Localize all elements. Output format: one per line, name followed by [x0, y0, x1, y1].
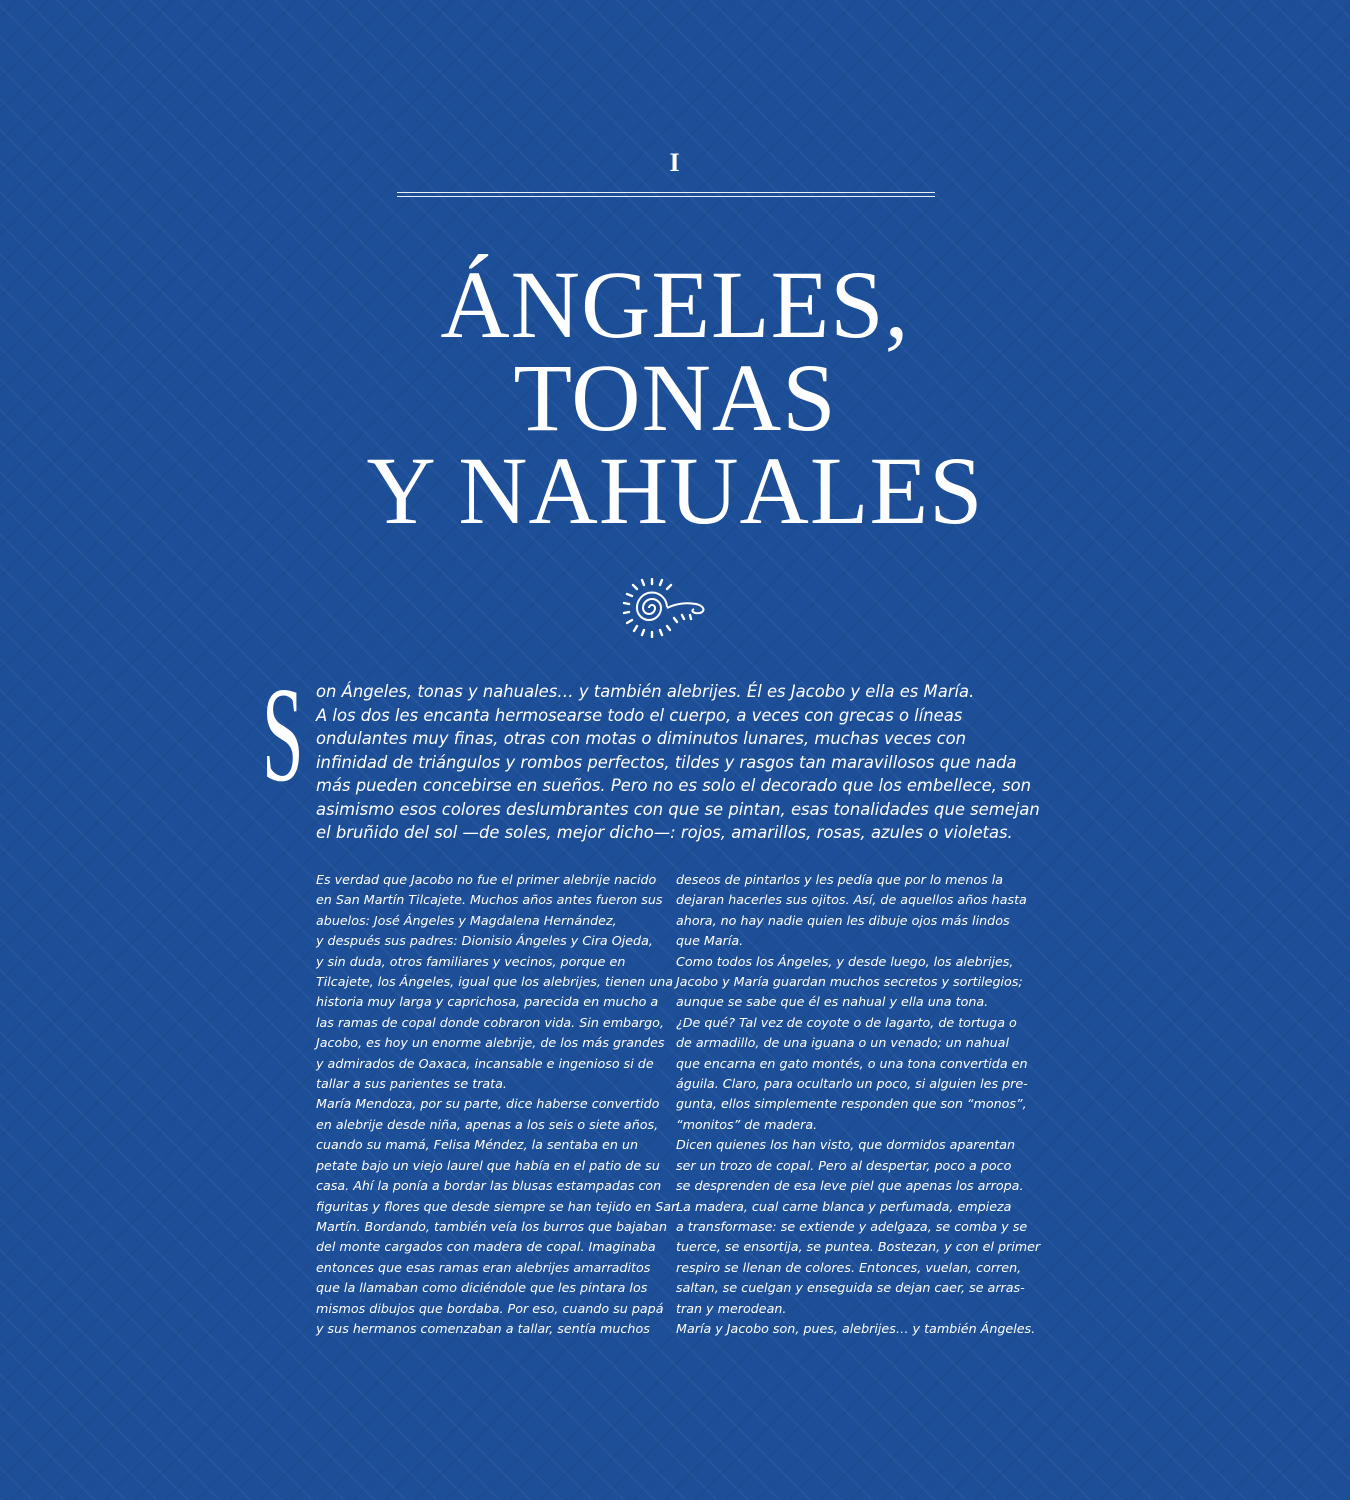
- body-line: a transformase: se extiende y adelgaza, se comba y se: [676, 1218, 1028, 1234]
- body-line: dejaran hacerles sus ojitos. Así, de aquellos años hasta: [676, 892, 1027, 908]
- lead-line: on Ángeles, tonas y nahuales… y también alebrijes. Él es Jacobo y ella es María.: [316, 682, 975, 701]
- body-line: en San Martín Tilcajete. Muchos años antes fueron sus: [316, 892, 663, 908]
- body-line: tran y merodean.: [676, 1300, 787, 1316]
- body-column-right: [676, 870, 1041, 1339]
- body-line: entonces que esas ramas eran alebrijes amarraditos: [316, 1259, 651, 1275]
- body-line: María y Jacobo son, pues, alebrijes… y también Ángeles.: [676, 1320, 1036, 1336]
- lead-text: [316, 680, 1040, 845]
- body-line: abuelos: José Ángeles y Magdalena Hernández,: [316, 912, 617, 928]
- body-line: María Mendoza, por su parte, dice haberse convertido: [316, 1096, 660, 1112]
- body-line: mismos dibujos que bordaba. Por eso, cuando su papá: [316, 1300, 664, 1316]
- body-line: ¿De qué? Tal vez de coyote o de lagarto, de tortuga o: [676, 1014, 1017, 1030]
- chapter-title: [0, 251, 1350, 544]
- title-line: TONAS: [513, 344, 837, 451]
- body-line: gunta, ellos simplemente responden que son “monos”,: [676, 1096, 1027, 1112]
- body-line: Es verdad que Jacobo no fue el primer alebrije nacido: [316, 872, 657, 887]
- body-line: ahora, no hay nadie quien les dibuje ojos más lindos: [676, 912, 1010, 928]
- body-line: casa. Ahí la ponía a bordar las blusas estampadas con: [316, 1178, 662, 1194]
- lead-line: asimismo esos colores deslumbrantes con que se pintan, esas tonalidades que semejan: [316, 799, 1040, 819]
- body-line: en alebrije desde niña, apenas a los seis o siete años,: [316, 1116, 659, 1132]
- body-line: historia muy larga y caprichosa, parecida en mucho a: [316, 994, 659, 1010]
- chapter-number: I: [669, 148, 681, 177]
- body-line: se desprenden de esa leve piel que apenas los arropa.: [676, 1178, 1024, 1194]
- body-line: Como todos los Ángeles, y desde luego, los alebrijes,: [676, 953, 1014, 969]
- lead-paragraph: [262, 660, 1040, 845]
- body-line: que encarna en gato montés, o una tona convertida en: [676, 1055, 1028, 1071]
- lead-line: ondulantes muy finas, otras con motas o diminutos lunares, muchas veces con: [316, 729, 966, 748]
- body-line: La madera, cual carne blanca y perfumada, empieza: [676, 1198, 1012, 1214]
- lead-line: infinidad de triángulos y rombos perfectos, tildes y rasgos tan maravillosos que nada: [316, 752, 1017, 772]
- body-line: petate bajo un viejo laurel que había en el patio de su: [316, 1157, 660, 1173]
- body-line: que la llamaban como diciéndole que les pintara los: [316, 1280, 648, 1296]
- drop-cap: S: [262, 660, 304, 810]
- body-line: ser un trozo de copal. Pero al despertar, poco a poco: [676, 1157, 1012, 1173]
- body-line: respiro se llenan de colores. Entonces, vuelan, corren,: [676, 1259, 1022, 1275]
- body-line: y después sus padres: Dionisio Ángeles y Cira Ojeda,: [316, 933, 653, 949]
- body-line: las ramas de copal donde cobraron vida. Sin embargo,: [316, 1014, 664, 1030]
- body-line: cuando su mamá, Felisa Méndez, la sentaba en un: [316, 1137, 639, 1153]
- body-line: Dicen quienes los han visto, que dormidos aparentan: [676, 1137, 1016, 1153]
- body-line: y sin duda, otros familiares y vecinos, porque en: [316, 953, 626, 969]
- body-line: Martín. Bordando, también veía los burros que bajaban: [316, 1218, 667, 1234]
- lead-line: A los dos les encanta hermosearse todo el cuerpo, a veces con grecas o líneas: [316, 705, 963, 725]
- body-line: Jacobo y María guardan muchos secretos y sortilegios;: [676, 974, 1023, 990]
- body-line: y sus hermanos comenzaban a tallar, sentía muchos: [316, 1320, 650, 1336]
- body-line: figuritas y flores que desde siempre se han tejido en San: [316, 1198, 680, 1214]
- lead-line: más pueden concebirse en sueños. Pero no es solo el decorado que los embellece, son: [316, 776, 1032, 795]
- body-line: “monitos” de madera.: [676, 1116, 818, 1132]
- body-line: Tilcajete, los Ángeles, igual que los alebrijes, tienen una: [316, 974, 674, 990]
- lead-line: el bruñido del sol —de soles, mejor dicho—: rojos, amarillos, rosas, azules o violetas.: [316, 823, 1013, 842]
- body-line: Jacobo, es hoy un enorme alebrije, de los más grandes: [316, 1035, 665, 1051]
- body-line: saltan, se cuelgan y enseguida se dejan caer, se arras-: [676, 1280, 1025, 1296]
- body-line: tallar a sus parientes se trata.: [316, 1076, 507, 1092]
- body-line: águila. Claro, para ocultarlo un poco, si alguien les pre-: [676, 1076, 1028, 1092]
- body-line: aunque se sabe que él es nahual y ella una tona.: [676, 994, 989, 1010]
- title-line: ÁNGELES,: [440, 251, 910, 358]
- chapter-rule: [397, 192, 935, 197]
- body-line: deseos de pintarlos y les pedía que por lo menos la: [676, 872, 1004, 887]
- body-line: del monte cargados con madera de copal. Imaginaba: [316, 1239, 656, 1255]
- body-column-left: [316, 870, 680, 1339]
- body-line: tuerce, se ensortija, se puntea. Bostezan, y con el primer: [676, 1239, 1041, 1255]
- title-line: Y NAHUALES: [366, 437, 984, 544]
- body-line: que María.: [676, 933, 744, 949]
- spiral-ornament-icon: [620, 578, 712, 638]
- body-line: y admirados de Oaxaca, incansable e ingenioso si de: [316, 1055, 654, 1071]
- body-line: de armadillo, de una iguana o un venado; un nahual: [676, 1035, 1009, 1051]
